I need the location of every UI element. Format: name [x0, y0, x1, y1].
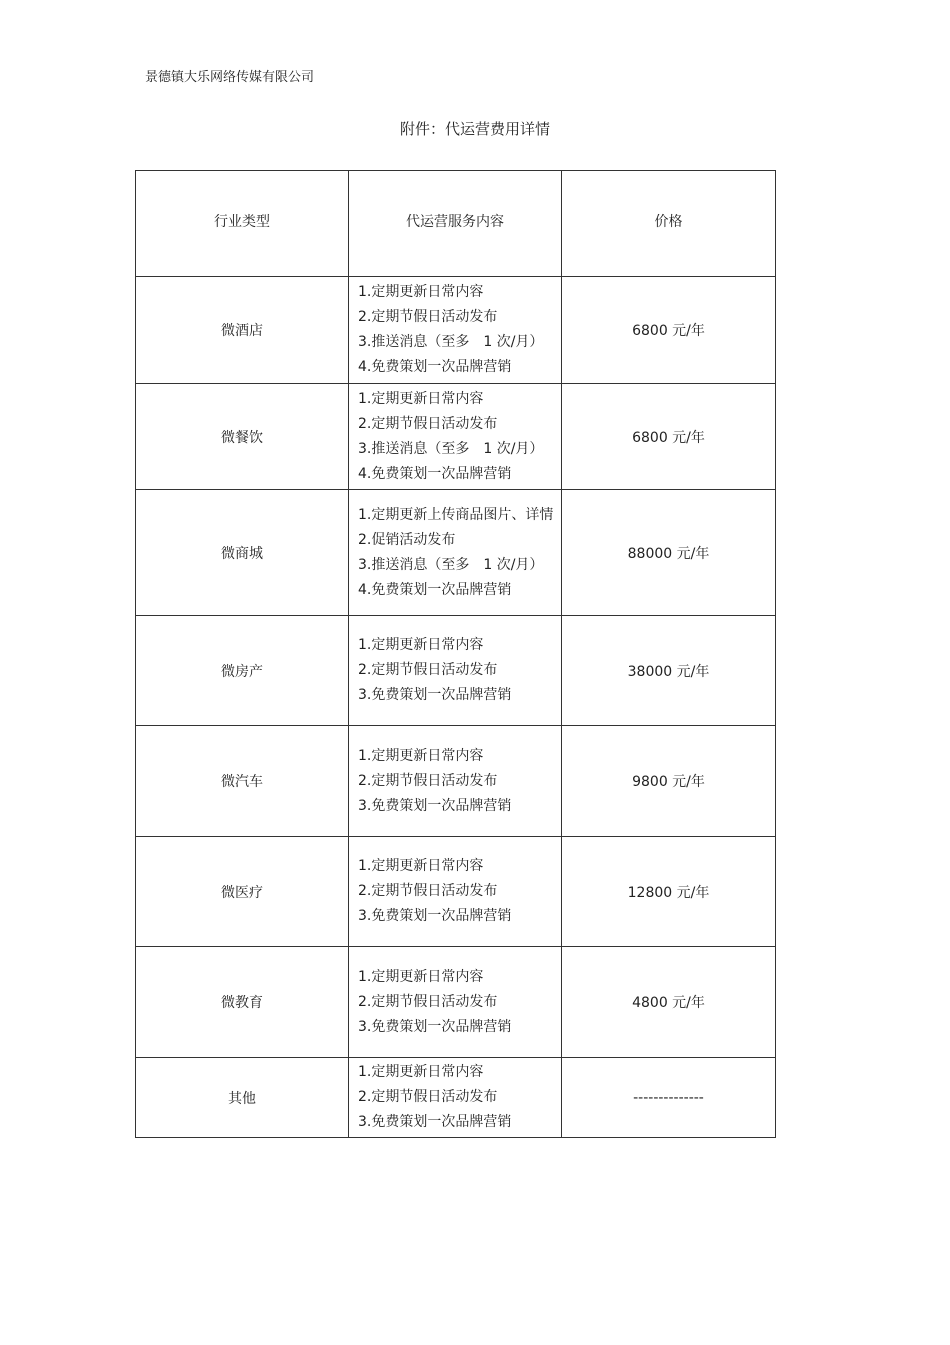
column-header-industry: 行业类型	[136, 171, 349, 277]
service-line: 2.定期节假日活动发布	[358, 772, 498, 789]
price-cell: 6800 元/年	[562, 277, 776, 384]
service-line: 3.免费策划一次品牌营销	[358, 1018, 512, 1035]
industry-cell: 微商城	[136, 490, 349, 616]
table-row	[136, 616, 776, 726]
document-title: 附件：代运营费用详情	[399, 120, 550, 138]
service-line: 3.免费策划一次品牌营销	[358, 1114, 512, 1130]
service-line: 1.定期更新日常内容	[358, 858, 484, 874]
service-line: 4.免费策划一次品牌营销	[358, 465, 512, 482]
service-line: 2.定期节假日活动发布	[358, 883, 498, 899]
price-cell: 12800 元/年	[562, 837, 776, 947]
column-header-services: 代运营服务内容	[349, 171, 562, 277]
services-cell	[349, 616, 562, 726]
service-line: 1.定期更新日常内容	[358, 968, 484, 985]
industry-cell: 其他	[136, 1058, 349, 1138]
service-line: 3.免费策划一次品牌营销	[358, 908, 512, 924]
price-cell: --------------	[562, 1058, 776, 1138]
table-row	[136, 726, 776, 837]
service-line: 3.推送消息（至多 1 次/月）	[358, 334, 544, 350]
service-line: 2.定期节假日活动发布	[358, 309, 498, 325]
service-line: 1.定期更新日常内容	[358, 1064, 484, 1080]
service-line: 2.定期节假日活动发布	[358, 1089, 498, 1105]
service-line: 3.推送消息（至多 1 次/月）	[358, 556, 544, 573]
price-cell: 9800 元/年	[562, 726, 776, 837]
industry-cell: 微汽车	[136, 726, 349, 837]
price-cell: 38000 元/年	[562, 616, 776, 726]
service-line: 2.定期节假日活动发布	[358, 993, 498, 1010]
service-line: 1.定期更新日常内容	[358, 637, 484, 653]
industry-cell: 微医疗	[136, 837, 349, 947]
service-line: 2.定期节假日活动发布	[358, 662, 498, 678]
table-row	[136, 947, 776, 1058]
services-cell	[349, 947, 562, 1058]
service-line: 1.定期更新上传商品图片、详情	[358, 506, 554, 523]
column-header-price: 价格	[562, 171, 776, 277]
services-cell	[349, 1058, 562, 1138]
fee-table	[135, 170, 776, 1138]
service-line: 2.促销活动发布	[358, 531, 456, 548]
services-cell	[349, 490, 562, 616]
service-line: 4.免费策划一次品牌营销	[358, 581, 512, 598]
industry-cell: 微酒店	[136, 277, 349, 384]
price-cell: 4800 元/年	[562, 947, 776, 1058]
services-cell	[349, 384, 562, 490]
services-cell	[349, 837, 562, 947]
service-line: 3.推送消息（至多 1 次/月）	[358, 440, 544, 457]
table-row	[136, 837, 776, 947]
services-cell	[349, 277, 562, 384]
table-row	[136, 277, 776, 384]
service-line: 1.定期更新日常内容	[358, 747, 484, 764]
industry-cell: 微房产	[136, 616, 349, 726]
price-cell: 88000 元/年	[562, 490, 776, 616]
table-row	[136, 384, 776, 490]
services-cell	[349, 726, 562, 837]
company-name: 景德镇大乐网络传媒有限公司	[145, 70, 315, 85]
industry-cell: 微教育	[136, 947, 349, 1058]
price-cell: 6800 元/年	[562, 384, 776, 490]
service-line: 1.定期更新日常内容	[358, 284, 484, 300]
service-line: 2.定期节假日活动发布	[358, 415, 498, 432]
service-line: 4.免费策划一次品牌营销	[358, 359, 512, 375]
service-line: 3.免费策划一次品牌营销	[358, 797, 512, 814]
service-line: 1.定期更新日常内容	[358, 390, 484, 407]
table-header-row	[136, 171, 776, 277]
table-row	[136, 490, 776, 616]
service-line: 3.免费策划一次品牌营销	[358, 687, 512, 703]
industry-cell: 微餐饮	[136, 384, 349, 490]
table-row	[136, 1058, 776, 1138]
